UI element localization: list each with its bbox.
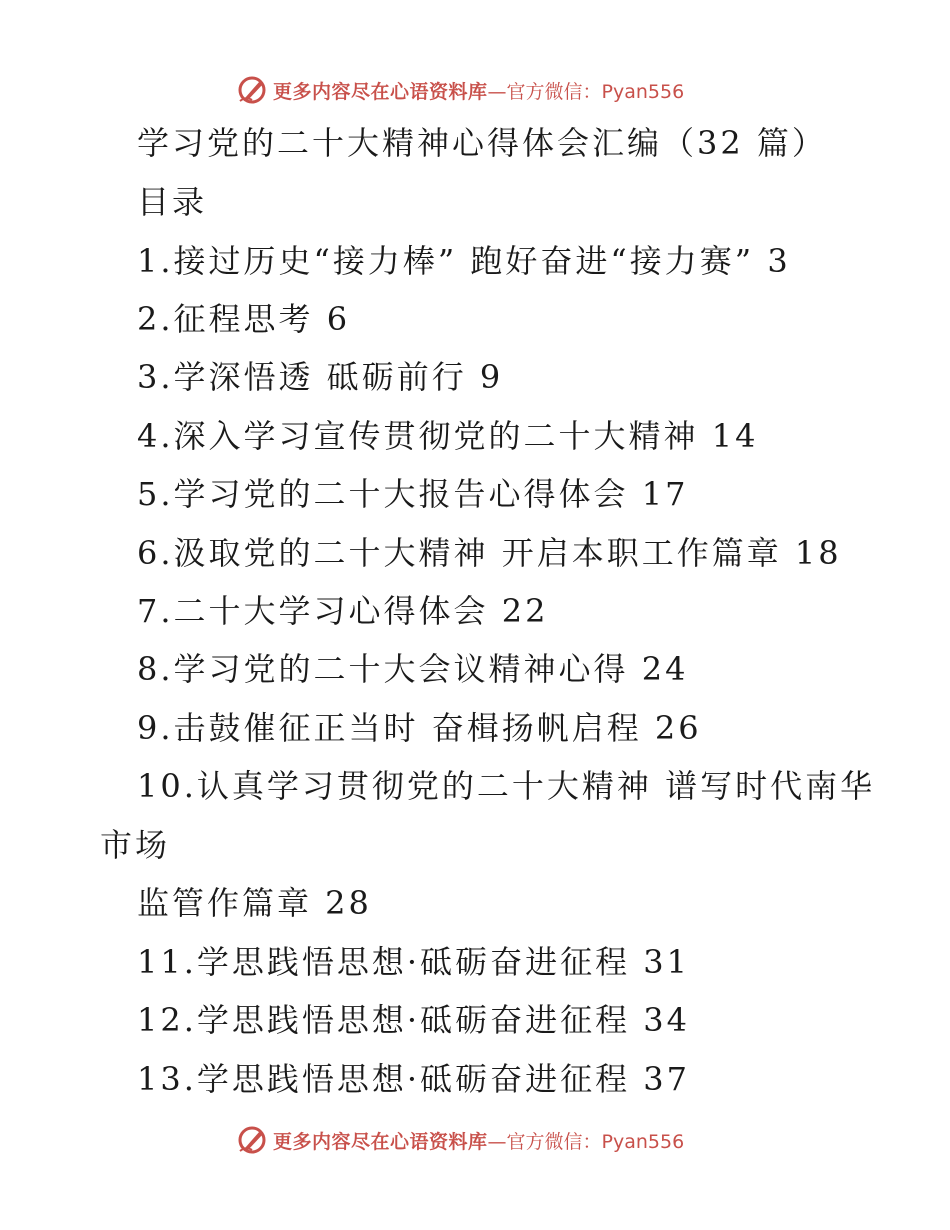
banner-contact-text: —官方微信：Pyan556	[487, 80, 685, 103]
toc-entry: 7.二十大学习心得体会 22	[137, 592, 549, 630]
document-title: 学习党的二十大精神心得体会汇编（32 篇）	[137, 124, 827, 162]
toc-entry: 12.学思践悟思想·砥砺奋进征程 34	[137, 1001, 690, 1039]
toc-entry: 9.击鼓催征正当时 奋楫扬帆启程 26	[137, 709, 702, 747]
toc-entry: 5.学习党的二十大报告心得体会 17	[137, 475, 689, 513]
toc-entry: 2.征程思考 6	[137, 300, 351, 338]
toc-entry-continuation: 监管作篇章 28	[137, 884, 372, 922]
banner-brand-text: 更多内容尽在心语资料库	[273, 80, 488, 103]
toc-entry: 3.学深悟透 砥砺前行 9	[137, 358, 504, 396]
banner-brand-text: 更多内容尽在心语资料库	[273, 1130, 488, 1153]
header-watermark-banner	[236, 70, 684, 110]
toc-entry: 11.学思践悟思想·砥砺奋进征程 31	[137, 943, 690, 981]
toc-heading: 目录	[137, 183, 208, 221]
footer-watermark-banner	[236, 1120, 684, 1160]
toc-entry-continuation: 市场	[100, 826, 171, 864]
toc-entry: 4.深入学习宣传贯彻党的二十大精神 14	[137, 417, 759, 455]
toc-entry: 13.学思践悟思想·砥砺奋进征程 37	[137, 1060, 690, 1098]
banner-contact-text: —官方微信：Pyan556	[487, 1130, 685, 1153]
toc-entry: 10.认真学习贯彻党的二十大精神 谱写时代南华	[137, 767, 876, 805]
toc-entry: 8.学习党的二十大会议精神心得 24	[137, 650, 689, 688]
toc-entry: 1.接过历史“接力棒” 跑好奋进“接力赛” 3	[137, 242, 791, 280]
quill-pen-logo-icon	[236, 1124, 268, 1156]
quill-pen-logo-icon	[236, 74, 268, 106]
toc-entry: 6.汲取党的二十大精神 开启本职工作篇章 18	[137, 534, 842, 572]
